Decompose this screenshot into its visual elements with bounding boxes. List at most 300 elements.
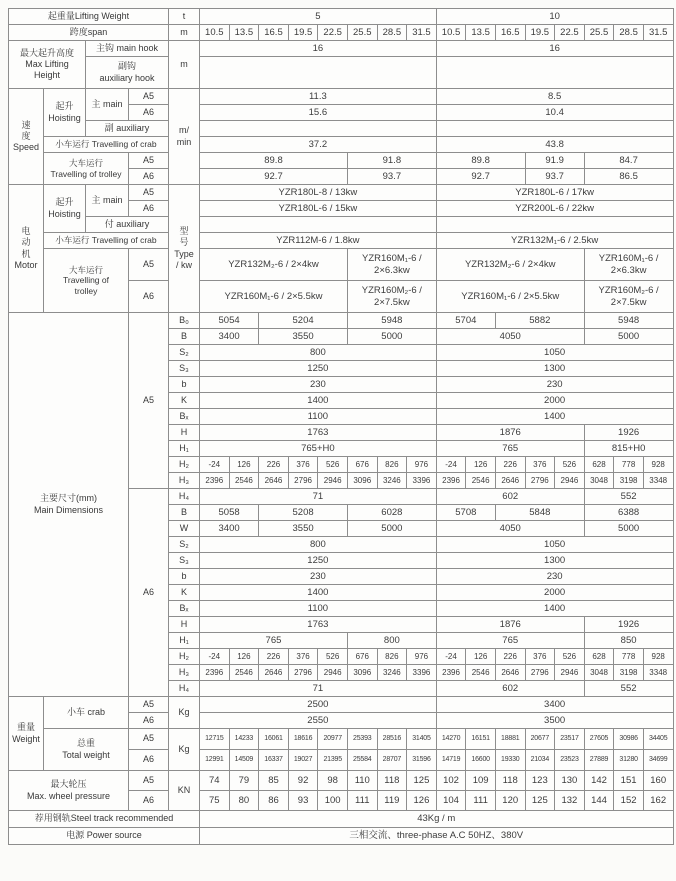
value-cell: 3348 [643,665,673,681]
value-cell: 102 [436,771,466,791]
value-cell: 30986 [614,729,644,750]
value-cell: 3396 [407,665,437,681]
value-cell: 1400 [200,585,437,601]
value-cell: 5 [200,9,437,25]
value-cell: 28707 [377,750,407,771]
value-cell: 5000 [347,329,436,345]
value-cell: 628 [584,649,614,665]
value-cell: 928 [643,457,673,473]
header-cell: Kg [169,729,200,771]
label-line: 最大起升高度 [19,47,74,58]
header-cell [44,153,129,185]
value-cell: 6388 [584,505,673,521]
value-cell: 2646 [495,473,525,489]
empty-cell [200,121,437,137]
value-cell: 3400 [200,329,259,345]
header-cell: A6 [129,791,169,811]
value-cell: 976 [407,649,437,665]
value-cell: 130 [555,771,585,791]
value-cell: 43.8 [436,137,673,153]
value-cell: 104 [436,791,466,811]
header-cell: A5 [129,249,169,281]
value-cell: 31280 [614,750,644,771]
value-cell: 16061 [259,729,289,750]
label-line: Type [174,248,194,259]
label-line: 机 [21,248,31,259]
value-cell: 10.4 [436,105,673,121]
header-cell [44,249,129,313]
value-cell: 6028 [347,505,436,521]
header-cell: m [169,41,200,89]
value-cell: 976 [407,457,437,473]
value-cell: 43Kg / m [200,811,674,828]
table-row [9,313,674,329]
label-line: YZR160M₂-6 / [598,284,659,296]
value-cell: 1763 [200,617,437,633]
value-cell: YZR132M₂-6 / 2×4kw [436,249,584,281]
value-cell: 89.8 [200,153,348,169]
value-cell: 162 [643,791,673,811]
table-row [9,249,674,281]
value-cell: 230 [436,569,673,585]
value-cell: 2396 [200,665,230,681]
value-cell: 676 [347,457,377,473]
value-cell: 123 [525,771,555,791]
value-cell: 34699 [643,750,673,771]
label-line: Max Lifting [25,58,69,69]
value-cell: 13.5 [229,25,259,41]
dimension-symbol-cell: H₃ [169,665,200,681]
value-cell: 1250 [200,553,437,569]
table-row [9,121,674,137]
value-cell: 800 [347,633,436,649]
empty-cell [200,217,437,233]
value-cell: 23517 [555,729,585,750]
header-cell: A5 [129,313,169,489]
value-cell [347,249,436,281]
value-cell: 8.5 [436,89,673,105]
label-line: 最大轮压 [50,779,87,790]
value-cell: 226 [259,649,289,665]
value-cell: 1763 [200,425,437,441]
table-row [9,25,674,41]
value-cell: 120 [495,791,525,811]
value-cell: 10.5 [200,25,230,41]
value-cell: 93.7 [347,169,436,185]
value-cell: 1400 [436,409,673,425]
value-cell: 552 [584,681,673,697]
header-cell: 起重量Lifting Weight [9,9,169,25]
value-cell: 526 [555,649,585,665]
table-row [9,89,674,105]
value-cell: 526 [555,457,585,473]
dimension-symbol-cell: Bₓ [169,601,200,617]
value-cell: 778 [614,649,644,665]
value-cell: 765+H0 [200,441,437,457]
value-cell: 2000 [436,585,673,601]
label-line: 大车运行 [68,264,103,275]
label-line: 起升 [55,101,74,112]
label-line: 速 [21,119,31,130]
value-cell: 92 [288,771,318,791]
header-cell: A6 [129,105,169,121]
value-cell: 132 [555,791,585,811]
header-cell [44,185,86,233]
value-cell: 226 [495,457,525,473]
value-cell: 376 [525,457,555,473]
value-cell: 22.5 [555,25,585,41]
value-cell: 126 [229,457,259,473]
table-row [9,217,674,233]
label-line: Weight [12,733,40,744]
value-cell: 92.7 [436,169,525,185]
value-cell: 14270 [436,729,466,750]
value-cell: 16 [436,41,673,57]
value-cell: YZR132M₁-6 / 2.5kw [436,233,673,249]
table-row [9,153,674,169]
value-cell: 815+H0 [584,441,673,457]
value-cell: 3246 [377,665,407,681]
value-cell: -24 [436,649,466,665]
label-line: 2×7.5kw [374,296,410,308]
header-cell: 主 main [86,89,129,121]
value-cell: 2546 [229,473,259,489]
label-line: 型 [179,226,189,236]
label-line: 2×6.3kw [374,264,410,276]
table-row [9,811,674,828]
label-line: YZR160M₁-6 / [362,252,422,264]
header-cell [169,185,200,313]
value-cell: 1876 [436,617,584,633]
value-cell: 376 [525,649,555,665]
value-cell: 2946 [555,473,585,489]
label-line: 2×6.3kw [610,264,647,276]
value-cell: 602 [436,489,584,505]
dimension-symbol-cell: S₃ [169,361,200,377]
value-cell: YZR180L-6 / 15kw [200,201,437,217]
value-cell: 3500 [436,713,673,729]
value-cell: 5054 [200,313,259,329]
value-cell: 5204 [259,313,348,329]
dimension-symbol-cell: b [169,377,200,393]
header-cell: 电源 Power source [9,828,200,845]
value-cell: 14509 [229,750,259,771]
header-cell: Kg [169,697,200,729]
value-cell: 1926 [584,617,673,633]
value-cell: 628 [584,457,614,473]
label-line: Speed [12,142,40,153]
value-cell: 928 [643,649,673,665]
value-cell: 2550 [200,713,437,729]
value-cell: 5704 [436,313,495,329]
value-cell: 19027 [288,750,318,771]
value-cell: 75 [200,791,230,811]
value-cell: 71 [200,489,437,505]
label-line: min [176,136,192,147]
value-cell: 2946 [318,665,348,681]
value-cell: 2646 [259,473,289,489]
value-cell: 5848 [495,505,584,521]
value-cell: 3348 [643,473,673,489]
empty-cell [436,57,673,89]
header-cell [9,771,129,811]
value-cell: 71 [200,681,437,697]
header-cell: 跨度span [9,25,169,41]
value-cell: 12991 [200,750,230,771]
value-cell: 376 [288,457,318,473]
value-cell: 10.5 [436,25,466,41]
value-cell: 1100 [200,409,437,425]
label-line: 电 [21,226,31,236]
value-cell: 18616 [288,729,318,750]
crane-spec-table [8,8,674,845]
value-cell: 2946 [318,473,348,489]
dimension-symbol-cell: K [169,585,200,601]
dimension-symbol-cell: W [169,521,200,537]
header-cell [44,729,129,771]
value-cell: 84.7 [584,153,673,169]
value-cell: 25584 [347,750,377,771]
value-cell: 2000 [436,393,673,409]
value-cell: 125 [525,791,555,811]
value-cell: 14233 [229,729,259,750]
value-cell: 109 [466,771,496,791]
value-cell: 91.9 [525,153,584,169]
value-cell: 800 [200,345,437,361]
value-cell: 2796 [288,665,318,681]
value-cell: 2646 [495,665,525,681]
value-cell: -24 [436,457,466,473]
value-cell: 230 [200,377,437,393]
dimension-symbol-cell: H₄ [169,489,200,505]
value-cell: 5000 [584,521,673,537]
value-cell: 230 [436,377,673,393]
value-cell: 765 [436,441,584,457]
value-cell: 27889 [584,750,614,771]
empty-cell [200,57,437,89]
value-cell: 21395 [318,750,348,771]
header-cell: 主钩 main hook [86,41,169,57]
header-cell: A6 [129,713,169,729]
label-line: 动 [21,237,31,248]
value-cell: 126 [466,457,496,473]
header-cell [9,41,86,89]
dimension-symbol-cell: B₀ [169,313,200,329]
value-cell: 151 [614,771,644,791]
value-cell: 3096 [347,665,377,681]
header-cell [9,697,44,771]
dimension-symbol-cell: K [169,393,200,409]
dimension-symbol-cell: B [169,505,200,521]
value-cell: 79 [229,771,259,791]
value-cell: 826 [377,457,407,473]
value-cell: 5708 [436,505,495,521]
value-cell: 526 [318,457,348,473]
header-cell: A6 [129,201,169,217]
label-line: Motor [14,259,38,270]
value-cell: 765 [200,633,348,649]
value-cell: 5208 [259,505,348,521]
header-cell: A5 [129,771,169,791]
value-cell: 5948 [347,313,436,329]
table-row [9,57,674,89]
value-cell: 1050 [436,345,673,361]
value-cell: 28.5 [377,25,407,41]
value-cell: 111 [466,791,496,811]
value-cell: 85 [259,771,289,791]
table-row [9,771,674,791]
header-cell: t [169,9,200,25]
value-cell: 31596 [407,750,437,771]
value-cell: 86 [259,791,289,811]
value-cell: 14719 [436,750,466,771]
value-cell: 3198 [614,473,644,489]
value-cell: 27605 [584,729,614,750]
header-cell: A5 [129,89,169,105]
value-cell: 3400 [200,521,259,537]
value-cell: 16.5 [259,25,289,41]
value-cell: 13.5 [466,25,496,41]
value-cell: 765 [436,633,584,649]
header-cell: A6 [129,169,169,185]
value-cell: 三相交流、three-phase A.C 50HZ、380V [200,828,674,845]
value-cell: 18881 [495,729,525,750]
value-cell: 89.8 [436,153,525,169]
empty-cell [436,121,673,137]
dimension-symbol-cell: H₁ [169,633,200,649]
table-row [9,729,674,750]
header-cell [9,89,44,185]
header-cell: A5 [129,185,169,201]
value-cell: YZR160M₁-6 / 2×5.5kw [200,281,348,313]
dimension-symbol-cell: H₂ [169,457,200,473]
value-cell: 28516 [377,729,407,750]
value-cell: 5000 [584,329,673,345]
header-cell: 小车 crab [44,697,129,729]
value-cell: 28.5 [614,25,644,41]
label-line: Travelling of [63,275,109,286]
header-cell: A5 [129,697,169,713]
value-cell: 118 [377,771,407,791]
value-cell: 15.6 [200,105,437,121]
header-cell [169,89,200,185]
value-cell: 4050 [436,521,584,537]
dimension-symbol-cell: S₃ [169,553,200,569]
value-cell: 25.5 [584,25,614,41]
table-row [9,233,674,249]
header-cell: A5 [129,729,169,750]
value-cell: 142 [584,771,614,791]
dimension-symbol-cell: b [169,569,200,585]
label-line: YZR160M₂-6 / [361,284,422,296]
label-line: 号 [179,237,189,248]
value-cell: 86.5 [584,169,673,185]
label-line: Hoisting [48,208,81,219]
header-cell: m [169,25,200,41]
value-cell [584,249,673,281]
value-cell: 25393 [347,729,377,750]
empty-cell [436,217,673,233]
value-cell: 152 [614,791,644,811]
value-cell: 2396 [436,665,466,681]
value-cell: -24 [200,457,230,473]
label-line: 起升 [55,197,74,208]
value-cell: 676 [347,649,377,665]
value-cell: 34405 [643,729,673,750]
table-row [9,41,674,57]
value-cell: 22.5 [318,25,348,41]
value-cell: 226 [495,649,525,665]
value-cell: 16337 [259,750,289,771]
value-cell: 118 [495,771,525,791]
label-line: Main Dimensions [33,504,104,515]
value-cell: 2500 [200,697,437,713]
value-cell: 2546 [466,665,496,681]
value-cell: 2396 [436,473,466,489]
value-cell: 5882 [495,313,584,329]
value-cell: 93.7 [525,169,584,185]
header-cell: 荐用钢轨Steel track recommended [9,811,200,828]
value-cell: 19330 [495,750,525,771]
value-cell: 21034 [525,750,555,771]
label-line: 度 [21,130,31,141]
value-cell: 110 [347,771,377,791]
value-cell: 2796 [525,665,555,681]
header-cell: KN [169,771,200,811]
header-cell: 副 auxiliary [86,121,169,137]
value-cell: 1300 [436,553,673,569]
value-cell: 2546 [466,473,496,489]
label-line: Total weight [62,749,110,760]
value-cell: 826 [377,649,407,665]
header-cell [44,89,86,137]
value-cell: 92.7 [200,169,348,185]
value-cell: 16.5 [495,25,525,41]
value-cell: 2646 [259,665,289,681]
header-cell: 小车运行 Travelling of crab [44,137,169,153]
value-cell: 23523 [555,750,585,771]
label-line: 大车运行 [68,157,103,168]
dimension-symbol-cell: H₃ [169,473,200,489]
value-cell: 16600 [466,750,496,771]
value-cell: 3198 [614,665,644,681]
value-cell: 126 [407,791,437,811]
value-cell [347,281,436,313]
dimension-symbol-cell: H₁ [169,441,200,457]
value-cell: 25.5 [347,25,377,41]
header-cell: A6 [129,489,169,697]
value-cell: 12715 [200,729,230,750]
label-line: trolley [74,285,98,296]
value-cell: 526 [318,649,348,665]
dimension-symbol-cell: H [169,425,200,441]
value-cell: 552 [584,489,673,505]
value-cell: 5058 [200,505,259,521]
table-row [9,828,674,845]
value-cell: 93 [288,791,318,811]
header-cell: 主 main [86,185,129,217]
value-cell: 2796 [288,473,318,489]
label-line: Hoisting [48,112,81,123]
value-cell: 31405 [407,729,437,750]
value-cell: 91.8 [347,153,436,169]
value-cell: 5948 [584,313,673,329]
value-cell: 1926 [584,425,673,441]
dimension-symbol-cell: H₄ [169,681,200,697]
value-cell: 16 [200,41,437,57]
value-cell: 160 [643,771,673,791]
label-line: Max. wheel pressure [26,790,111,801]
